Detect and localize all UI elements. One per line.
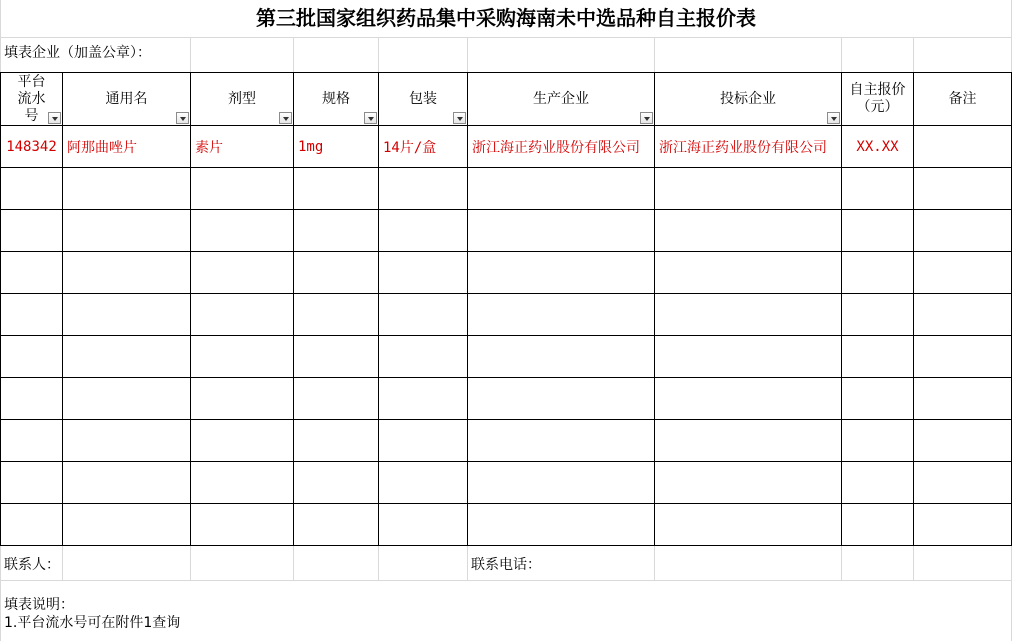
filter-dropdown-icon[interactable]: [640, 112, 653, 124]
header-pack[interactable]: [379, 73, 468, 126]
empty-cell[interactable]: [63, 462, 191, 504]
header-spec-label: 规格: [322, 90, 350, 107]
cell-dosage[interactable]: 素片: [191, 126, 294, 168]
header-remark-label: 备注: [948, 90, 977, 107]
empty-cell[interactable]: [294, 504, 379, 546]
header-row: [1, 73, 1012, 126]
filter-dropdown-icon[interactable]: [48, 112, 61, 124]
header-dosage-label: 剂型: [228, 90, 256, 107]
empty-cell[interactable]: [63, 252, 191, 294]
gridline: [841, 37, 842, 72]
empty-cell[interactable]: [294, 294, 379, 336]
empty-cell[interactable]: [379, 168, 468, 210]
filter-dropdown-icon[interactable]: [827, 112, 840, 124]
empty-cell[interactable]: [842, 168, 914, 210]
empty-cell[interactable]: [914, 210, 1012, 252]
header-dosage[interactable]: [191, 73, 294, 126]
gridline: [467, 545, 468, 580]
header-manufacturer[interactable]: [468, 73, 655, 126]
table-row: [1, 126, 1012, 168]
table-row: [1, 168, 1012, 210]
table-row: [1, 294, 1012, 336]
table-row: [1, 252, 1012, 294]
empty-cell[interactable]: [63, 420, 191, 462]
empty-cell[interactable]: [914, 420, 1012, 462]
gridline: [378, 37, 379, 72]
empty-cell[interactable]: [1, 462, 63, 504]
cell-manufacturer[interactable]: 浙江海正药业股份有限公司: [468, 126, 655, 168]
empty-cell[interactable]: [914, 294, 1012, 336]
empty-cell[interactable]: [294, 336, 379, 378]
cell-price[interactable]: XX.XX: [842, 126, 914, 168]
filter-dropdown-icon[interactable]: [453, 112, 466, 124]
contact-person-label: 联系人：: [4, 557, 60, 573]
cell-spec[interactable]: 1mg: [294, 126, 379, 168]
empty-cell[interactable]: [655, 210, 842, 252]
empty-cell[interactable]: [63, 336, 191, 378]
empty-cell[interactable]: [191, 210, 294, 252]
header-remark[interactable]: [914, 73, 1012, 126]
empty-cell[interactable]: [468, 462, 655, 504]
empty-cell[interactable]: [468, 420, 655, 462]
header-spec[interactable]: [294, 73, 379, 126]
empty-cell[interactable]: [914, 168, 1012, 210]
table-row: [1, 504, 1012, 546]
gridline: [841, 545, 842, 580]
gridline: [654, 37, 655, 72]
empty-cell[interactable]: [191, 504, 294, 546]
empty-cell[interactable]: [842, 462, 914, 504]
filler-company-label: 填表企业（加盖公章）：: [4, 45, 151, 61]
empty-cell[interactable]: [63, 210, 191, 252]
empty-cell[interactable]: [468, 504, 655, 546]
empty-cell[interactable]: [1, 504, 63, 546]
gridline: [293, 37, 294, 72]
empty-cell[interactable]: [379, 252, 468, 294]
empty-cell[interactable]: [1, 252, 63, 294]
table-row: [1, 378, 1012, 420]
contact-phone-label: 联系电话：: [471, 557, 541, 573]
empty-cell[interactable]: [379, 420, 468, 462]
cell-name[interactable]: 阿那曲唑片: [63, 126, 191, 168]
note-line-1: 1.平台流水号可在附件1查询: [4, 615, 181, 631]
filter-dropdown-icon[interactable]: [364, 112, 377, 124]
gridline: [654, 545, 655, 580]
empty-cell[interactable]: [1, 168, 63, 210]
empty-cell[interactable]: [63, 168, 191, 210]
empty-cell[interactable]: [468, 168, 655, 210]
gridline: [467, 37, 468, 72]
empty-cell[interactable]: [468, 210, 655, 252]
empty-cell[interactable]: [468, 252, 655, 294]
empty-cell[interactable]: [191, 378, 294, 420]
empty-cell[interactable]: [379, 504, 468, 546]
gridline: [913, 37, 914, 72]
empty-cell[interactable]: [468, 336, 655, 378]
empty-cell[interactable]: [1, 378, 63, 420]
gridline: [190, 37, 191, 72]
empty-cell[interactable]: [294, 168, 379, 210]
empty-cell[interactable]: [379, 462, 468, 504]
empty-cell[interactable]: [191, 462, 294, 504]
empty-cell[interactable]: [379, 378, 468, 420]
cell-bidder[interactable]: 浙江海正药业股份有限公司: [655, 126, 842, 168]
gridline: [0, 580, 1012, 581]
empty-cell[interactable]: [842, 210, 914, 252]
cell-pack[interactable]: 14片/盒: [379, 126, 468, 168]
empty-cell[interactable]: [191, 294, 294, 336]
empty-cell[interactable]: [191, 420, 294, 462]
empty-cell[interactable]: [914, 462, 1012, 504]
empty-cell[interactable]: [468, 378, 655, 420]
empty-cell[interactable]: [655, 378, 842, 420]
empty-cell[interactable]: [1, 420, 63, 462]
empty-cell[interactable]: [655, 336, 842, 378]
empty-cell[interactable]: [655, 294, 842, 336]
empty-cell[interactable]: [379, 210, 468, 252]
empty-cell[interactable]: [842, 252, 914, 294]
empty-cell[interactable]: [294, 462, 379, 504]
empty-cell[interactable]: [1, 294, 63, 336]
empty-cell[interactable]: [842, 420, 914, 462]
empty-cell[interactable]: [655, 252, 842, 294]
empty-cell[interactable]: [468, 294, 655, 336]
empty-cell[interactable]: [655, 462, 842, 504]
header-pack-label: 包装: [409, 90, 437, 107]
header-bidder[interactable]: [655, 73, 842, 126]
gridline: [293, 545, 294, 580]
cell-serial[interactable]: 148342: [1, 126, 63, 168]
empty-cell[interactable]: [63, 378, 191, 420]
price-table: [0, 72, 1012, 546]
empty-cell[interactable]: [191, 336, 294, 378]
empty-cell[interactable]: [655, 504, 842, 546]
empty-cell[interactable]: [914, 252, 1012, 294]
gridline: [0, 37, 1012, 38]
sheet-title: 第三批国家组织药品集中采购海南未中选品种自主报价表: [256, 6, 756, 30]
empty-cell[interactable]: [294, 420, 379, 462]
table-row: [1, 462, 1012, 504]
empty-cell[interactable]: [655, 168, 842, 210]
header-name[interactable]: [63, 73, 191, 126]
gridline: [62, 545, 63, 580]
gridline: [913, 545, 914, 580]
empty-cell[interactable]: [1, 336, 63, 378]
empty-cell[interactable]: [914, 378, 1012, 420]
header-name-label: 通用名: [105, 90, 148, 107]
empty-cell[interactable]: [379, 336, 468, 378]
empty-cell[interactable]: [655, 420, 842, 462]
header-serial-label: 平台流水号: [17, 73, 46, 124]
table-row: [1, 336, 1012, 378]
table-row: [1, 420, 1012, 462]
header-bidder-label: 投标企业: [720, 90, 776, 107]
header-manufacturer-label: 生产企业: [533, 90, 589, 107]
header-price[interactable]: [842, 73, 914, 126]
empty-cell[interactable]: [914, 504, 1012, 546]
empty-cell[interactable]: [842, 504, 914, 546]
empty-cell[interactable]: [842, 294, 914, 336]
empty-cell[interactable]: [842, 336, 914, 378]
empty-cell[interactable]: [914, 336, 1012, 378]
empty-cell[interactable]: [294, 252, 379, 294]
empty-cell[interactable]: [63, 504, 191, 546]
empty-cell[interactable]: [294, 378, 379, 420]
empty-cell[interactable]: [63, 294, 191, 336]
notes-title: 填表说明：: [4, 597, 74, 613]
table-row: [1, 210, 1012, 252]
filter-dropdown-icon[interactable]: [176, 112, 189, 124]
empty-cell[interactable]: [191, 168, 294, 210]
empty-cell[interactable]: [191, 252, 294, 294]
empty-cell[interactable]: [379, 294, 468, 336]
empty-cell[interactable]: [1, 210, 63, 252]
header-serial[interactable]: [1, 73, 63, 126]
filter-dropdown-icon[interactable]: [279, 112, 292, 124]
gridline: [190, 545, 191, 580]
empty-cell[interactable]: [842, 378, 914, 420]
cell-remark[interactable]: [914, 126, 1012, 168]
gridline: [378, 545, 379, 580]
empty-cell[interactable]: [294, 210, 379, 252]
header-price-label: 自主报价（元）: [849, 82, 906, 115]
